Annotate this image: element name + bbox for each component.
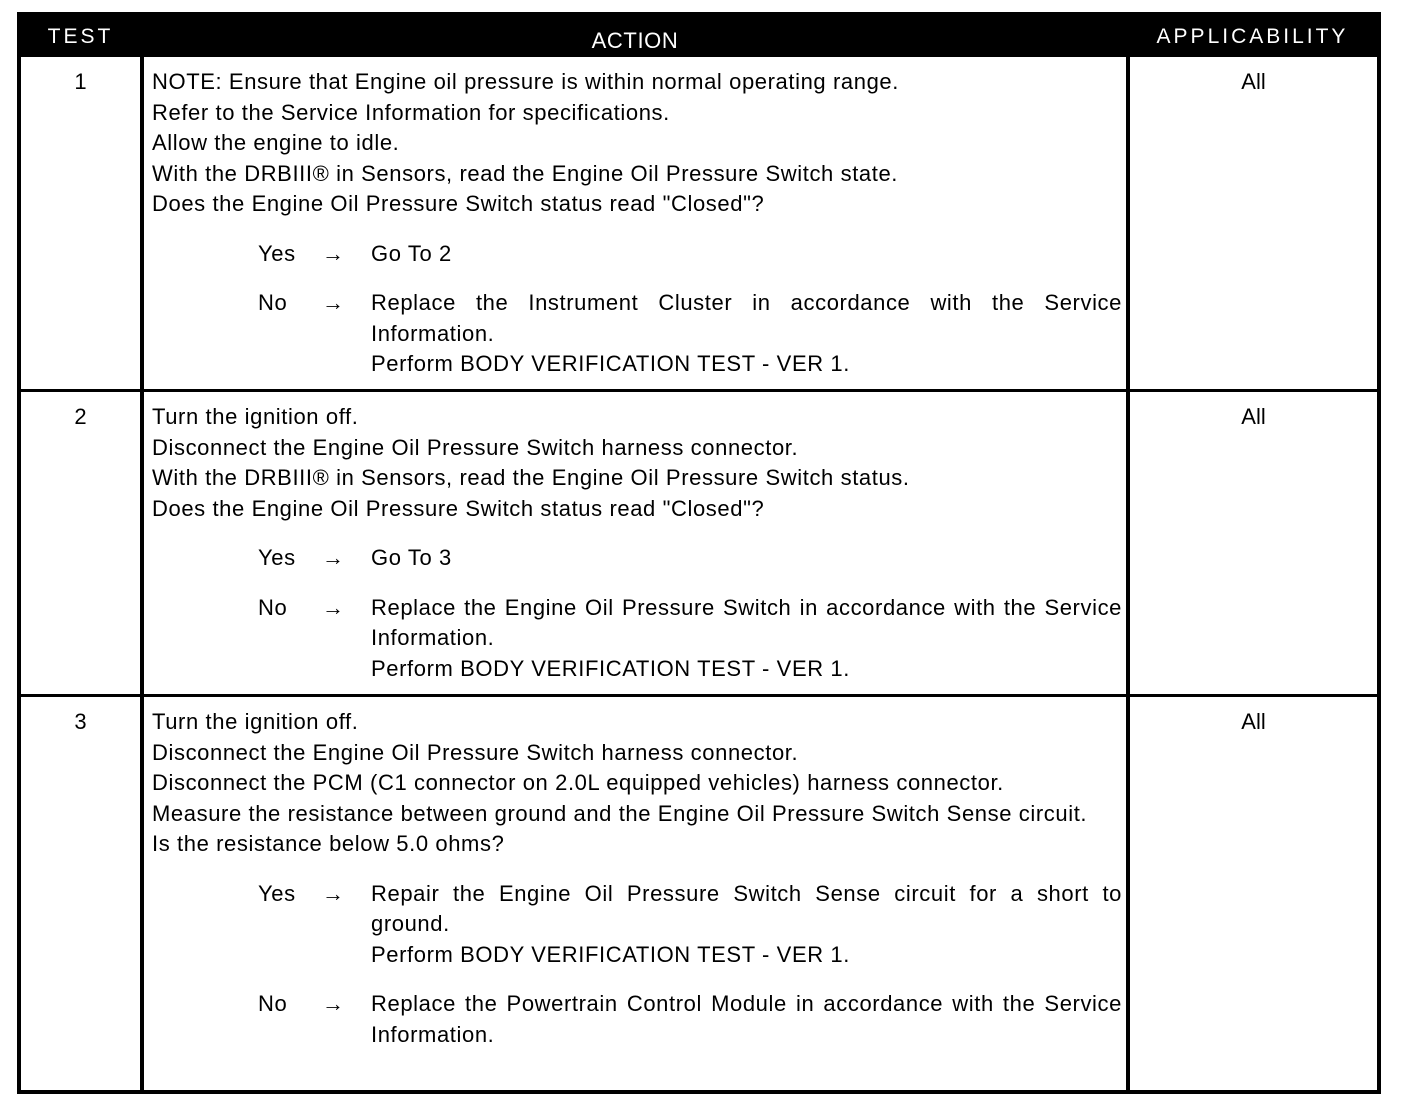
action-step: With the DRBIII® in Sensors, read the Engine Oil Pressure Switch state.	[152, 160, 898, 186]
outcome-result: Replace the Powertrain Control Module in accordance with the Service Information.	[371, 991, 1122, 1047]
table-row	[21, 392, 1377, 694]
header-test: TEST	[47, 25, 114, 48]
diagnostic-test-table	[17, 12, 1381, 1094]
header-applicability: APPLICABILITY	[1156, 25, 1349, 48]
no-label: No	[258, 290, 288, 315]
action-step: Measure the resistance between ground and the Engine Oil Pressure Switch Sense circuit.	[152, 800, 1088, 826]
yes-outcome	[258, 543, 1122, 574]
action-step: Allow the engine to idle.	[152, 130, 400, 155]
applicability-value: All	[1241, 69, 1266, 94]
applicability-value: All	[1241, 404, 1266, 429]
test-number: 3	[74, 709, 87, 734]
yes-label: Yes	[258, 545, 296, 570]
action-step: Is the resistance below 5.0 ohms?	[152, 831, 505, 856]
table-row	[21, 697, 1377, 1090]
outcome-result: Repair the Engine Oil Pressure Switch Sense circuit for a short to ground.	[371, 880, 1122, 936]
action-step: Disconnect the Engine Oil Pressure Switch harness connector.	[152, 434, 799, 460]
table-row	[21, 57, 1377, 389]
no-label: No	[258, 594, 288, 620]
outcome-result: Go To 2	[371, 240, 452, 266]
outcome-result: Replace the Engine Oil Pressure Switch in accordance with the Service Information.	[371, 594, 1122, 650]
yes-label: Yes	[258, 240, 296, 266]
action-cell	[152, 402, 1122, 684]
test-number: 2	[74, 404, 87, 429]
no-label: No	[258, 991, 288, 1016]
arrow-right-icon: →	[322, 880, 345, 906]
action-step: Does the Engine Oil Pressure Switch status read "Closed"?	[152, 495, 765, 521]
arrow-right-icon: →	[322, 240, 345, 266]
action-step: Turn the ignition off.	[152, 404, 359, 429]
no-outcome	[258, 989, 1122, 1050]
arrow-right-icon: →	[322, 991, 345, 1016]
no-outcome	[258, 593, 1122, 685]
arrow-right-icon: →	[322, 290, 345, 315]
action-step: Disconnect the Engine Oil Pressure Switch harness connector.	[152, 739, 799, 765]
action-step: With the DRBIII® in Sensors, read the Engine Oil Pressure Switch status.	[152, 465, 910, 490]
outcome-result: Perform BODY VERIFICATION TEST - VER 1.	[371, 941, 850, 967]
arrow-right-icon: →	[322, 594, 345, 620]
outcome-result: Perform BODY VERIFICATION TEST - VER 1.	[371, 351, 850, 376]
yes-outcome	[258, 879, 1122, 971]
action-step: Refer to the Service Information for specifications.	[152, 99, 670, 125]
action-cell	[152, 67, 1122, 380]
header-action: ACTION	[591, 28, 679, 53]
no-outcome	[258, 288, 1122, 380]
applicability-value: All	[1241, 709, 1266, 734]
outcome-result: Replace the Instrument Cluster in accordance with the Service Information.	[371, 290, 1122, 346]
outcome-result: Go To 3	[371, 545, 452, 570]
action-step: Disconnect the PCM (C1 connector on 2.0L equipped vehicles) harness connector.	[152, 770, 1004, 795]
table-header-row	[21, 16, 1377, 57]
yes-outcome	[258, 239, 1122, 270]
arrow-right-icon: →	[322, 545, 345, 570]
action-step: Turn the ignition off.	[152, 709, 359, 734]
action-step: NOTE: Ensure that Engine oil pressure is within normal operating range.	[152, 69, 899, 94]
action-step: Does the Engine Oil Pressure Switch status read "Closed"?	[152, 191, 765, 216]
yes-label: Yes	[258, 880, 296, 906]
action-cell	[152, 707, 1122, 1050]
outcome-result: Perform BODY VERIFICATION TEST - VER 1.	[371, 655, 850, 681]
test-number: 1	[74, 69, 87, 94]
